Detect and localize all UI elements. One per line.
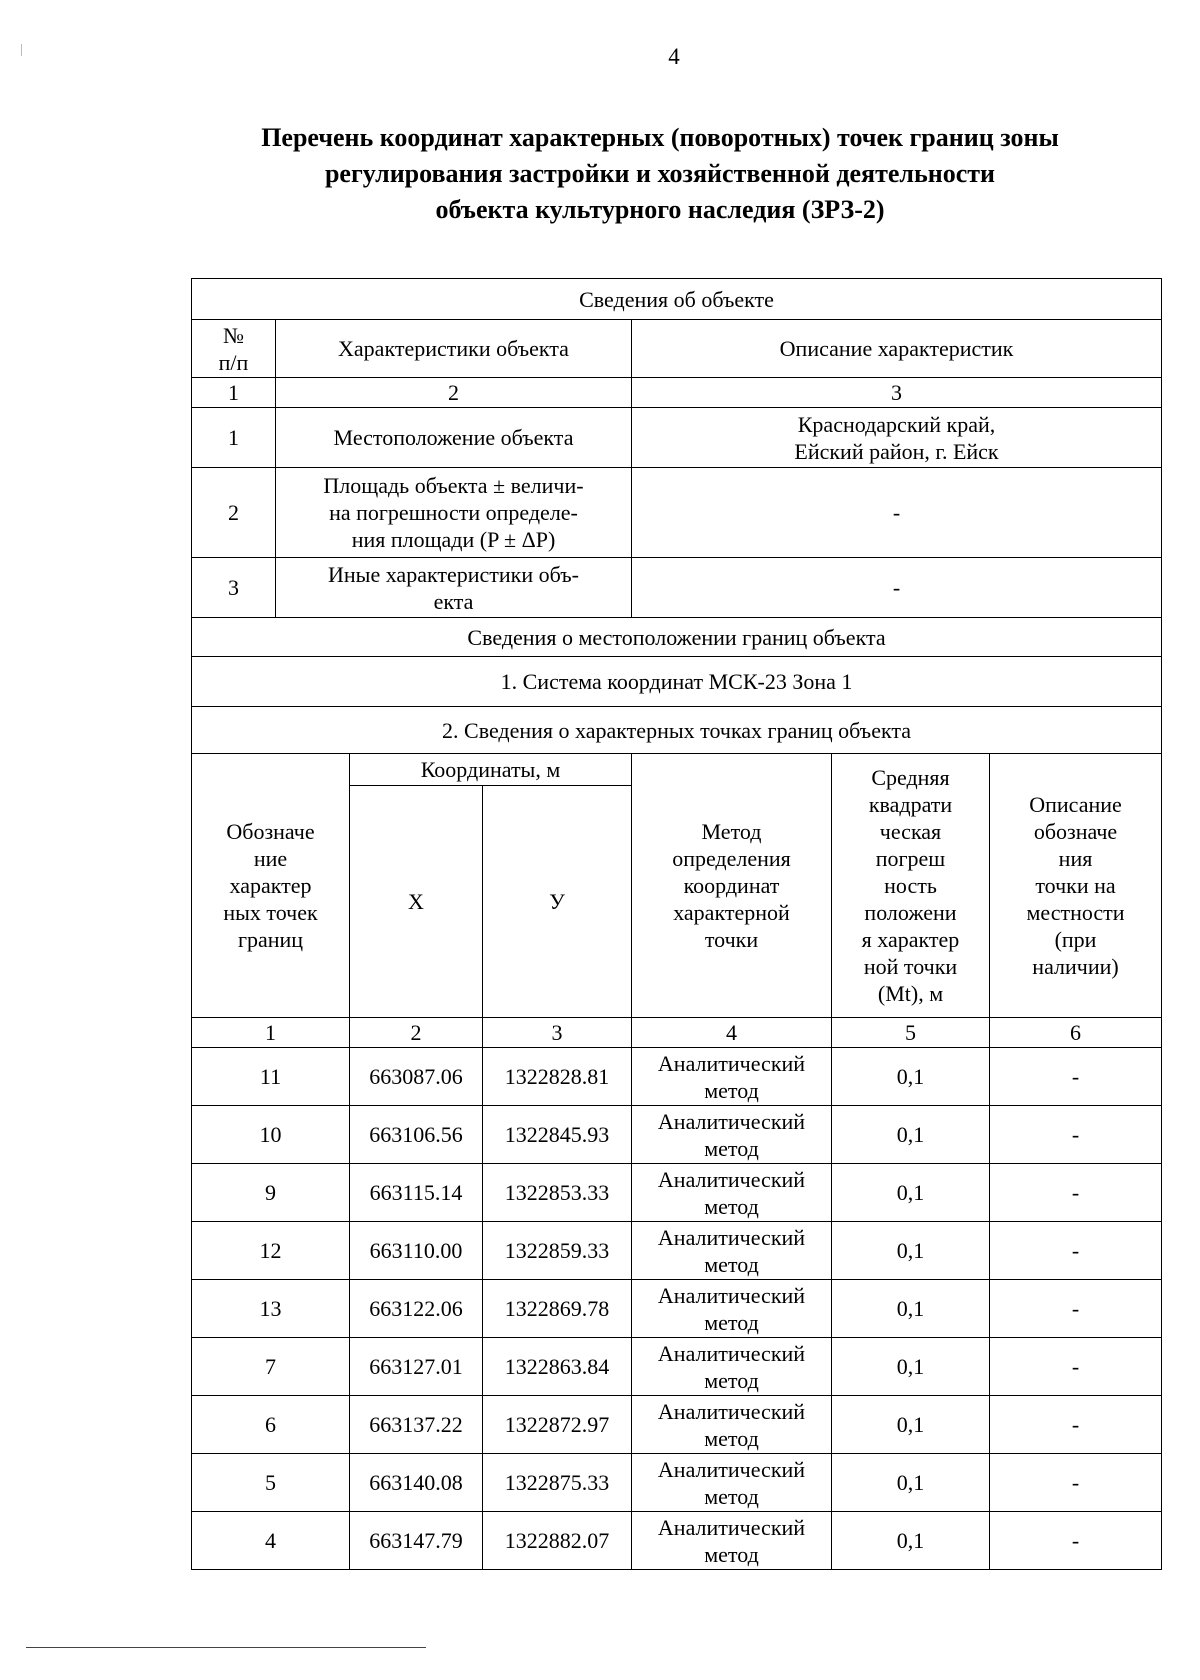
point-error: 0,1 <box>832 1048 990 1106</box>
point-row <box>192 1106 1162 1164</box>
point-description: - <box>990 1396 1162 1454</box>
point-method: Аналитический метод <box>632 1454 832 1512</box>
point-error: 0,1 <box>832 1222 990 1280</box>
characteristic-name: Местоположение объекта <box>276 408 632 468</box>
point-y: 1322875.33 <box>483 1454 632 1512</box>
point-y: 1322882.07 <box>483 1512 632 1570</box>
object-info-row <box>192 408 1162 468</box>
col-point-description-header: Описание обозначе ния точки на местности (при наличии) <box>990 754 1162 1018</box>
object-info-table <box>191 278 1162 1570</box>
point-description: - <box>990 1338 1162 1396</box>
characteristic-name: Иные характеристики объ- екта <box>276 558 632 618</box>
point-x: 663137.22 <box>350 1396 483 1454</box>
point-y: 1322853.33 <box>483 1164 632 1222</box>
col-characteristics-header: Характеристики объекта <box>276 320 632 378</box>
point-error: 0,1 <box>832 1280 990 1338</box>
point-y: 1322845.93 <box>483 1106 632 1164</box>
point-method: Аналитический метод <box>632 1106 832 1164</box>
points-table-body <box>192 1048 1162 1570</box>
point-y: 1322863.84 <box>483 1338 632 1396</box>
title-line-3: объекта культурного наследия (ЗРЗ-2) <box>435 195 885 224</box>
column-index: 6 <box>990 1018 1162 1048</box>
characteristic-value: Краснодарский край, Ейский район, г. Ейск <box>632 408 1162 468</box>
characteristic-name: Площадь объекта ± величи- на погрешности определе- ния площади (P ± ΔP) <box>276 468 632 558</box>
column-index: 3 <box>483 1018 632 1048</box>
point-description: - <box>990 1164 1162 1222</box>
object-info-row <box>192 468 1162 558</box>
point-method: Аналитический метод <box>632 1338 832 1396</box>
column-index: 2 <box>350 1018 483 1048</box>
point-x: 663106.56 <box>350 1106 483 1164</box>
point-method: Аналитический метод <box>632 1396 832 1454</box>
point-row <box>192 1338 1162 1396</box>
point-x: 663140.08 <box>350 1454 483 1512</box>
point-description: - <box>990 1454 1162 1512</box>
column-index: 5 <box>832 1018 990 1048</box>
point-row <box>192 1512 1162 1570</box>
point-row <box>192 1454 1162 1512</box>
col-description-header: Описание характеристик <box>632 320 1162 378</box>
document-title <box>180 120 1140 228</box>
point-y: 1322859.33 <box>483 1222 632 1280</box>
point-label: 13 <box>192 1280 350 1338</box>
column-index: 3 <box>632 378 1162 408</box>
column-index: 1 <box>192 378 276 408</box>
point-description: - <box>990 1280 1162 1338</box>
point-description: - <box>990 1048 1162 1106</box>
column-index: 4 <box>632 1018 832 1048</box>
title-line-1: Перечень координат характерных (поворотных) точек границ зоны <box>261 123 1059 152</box>
point-method: Аналитический метод <box>632 1512 832 1570</box>
point-x: 663087.06 <box>350 1048 483 1106</box>
point-y: 1322828.81 <box>483 1048 632 1106</box>
col-number-header: № п/п <box>192 320 276 378</box>
point-label: 9 <box>192 1164 350 1222</box>
point-y: 1322869.78 <box>483 1280 632 1338</box>
point-label: 5 <box>192 1454 350 1512</box>
object-info-row <box>192 558 1162 618</box>
point-error: 0,1 <box>832 1164 990 1222</box>
row-number: 1 <box>192 408 276 468</box>
footer-rule <box>26 1647 426 1648</box>
characteristic-value: - <box>632 558 1162 618</box>
col-method-header: Метод определения координат характерной точки <box>632 754 832 1018</box>
col-x-header: X <box>350 786 483 1018</box>
page-number: 4 <box>668 44 680 69</box>
point-method: Аналитический метод <box>632 1164 832 1222</box>
point-x: 663110.00 <box>350 1222 483 1280</box>
row-number: 2 <box>192 468 276 558</box>
point-y: 1322872.97 <box>483 1396 632 1454</box>
point-label: 6 <box>192 1396 350 1454</box>
point-description: - <box>990 1222 1162 1280</box>
point-error: 0,1 <box>832 1396 990 1454</box>
point-method: Аналитический метод <box>632 1048 832 1106</box>
col-point-header: Обозначе ние характер ных точек границ <box>192 754 350 1018</box>
point-x: 663147.79 <box>350 1512 483 1570</box>
object-info-header: Сведения об объекте <box>192 279 1162 320</box>
point-label: 7 <box>192 1338 350 1396</box>
col-y-header: У <box>483 786 632 1018</box>
title-line-2: регулирования застройки и хозяйственной деятельности <box>324 159 996 188</box>
point-error: 0,1 <box>832 1338 990 1396</box>
point-x: 663122.06 <box>350 1280 483 1338</box>
characteristic-value: - <box>632 468 1162 558</box>
point-row <box>192 1280 1162 1338</box>
point-label: 10 <box>192 1106 350 1164</box>
point-description: - <box>990 1512 1162 1570</box>
column-index: 2 <box>276 378 632 408</box>
col-error-header: Средняя квадрати ческая погреш ность положени я характер ной точки (Mt), м <box>832 754 990 1018</box>
point-label: 11 <box>192 1048 350 1106</box>
point-label: 4 <box>192 1512 350 1570</box>
location-header: Сведения о местоположении границ объекта <box>192 618 1162 657</box>
point-label: 12 <box>192 1222 350 1280</box>
row-number: 3 <box>192 558 276 618</box>
point-method: Аналитический метод <box>632 1222 832 1280</box>
point-method: Аналитический метод <box>632 1280 832 1338</box>
points-section-header: 2. Сведения о характерных точках границ объекта <box>192 707 1162 754</box>
coordinate-system: 1. Система координат МСК-23 Зона 1 <box>192 657 1162 707</box>
point-x: 663127.01 <box>350 1338 483 1396</box>
col-coordinates-header: Координаты, м <box>350 754 632 786</box>
point-error: 0,1 <box>832 1106 990 1164</box>
column-index: 1 <box>192 1018 350 1048</box>
point-x: 663115.14 <box>350 1164 483 1222</box>
point-error: 0,1 <box>832 1454 990 1512</box>
point-row <box>192 1396 1162 1454</box>
point-row <box>192 1164 1162 1222</box>
point-description: - <box>990 1106 1162 1164</box>
point-row <box>192 1048 1162 1106</box>
point-error: 0,1 <box>832 1512 990 1570</box>
point-row <box>192 1222 1162 1280</box>
